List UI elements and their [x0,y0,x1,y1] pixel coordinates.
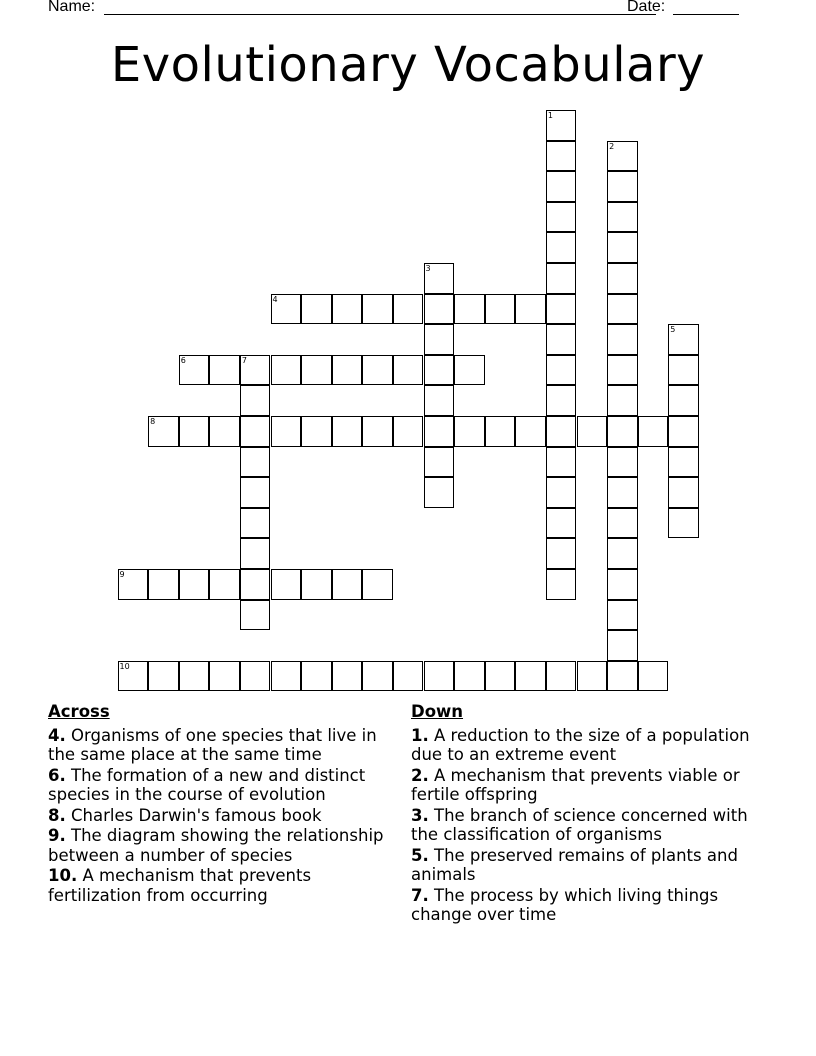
clue-text: The preserved remains of plants and animals [411,845,738,884]
crossword-cell[interactable] [362,416,393,447]
crossword-cell[interactable] [454,416,485,447]
crossword-cell[interactable] [607,630,638,661]
crossword-cell[interactable] [393,294,424,325]
clue-number: 8. [48,805,66,825]
clue-number: 6. [48,765,66,785]
crossword-cell[interactable] [240,355,271,386]
crossword-cell[interactable] [301,416,332,447]
crossword-cell[interactable] [179,661,210,692]
crossword-cell[interactable] [546,477,577,508]
crossword-cell[interactable] [393,355,424,386]
crossword-cell[interactable] [638,416,669,447]
crossword-cell[interactable] [362,294,393,325]
crossword-cell[interactable] [607,385,638,416]
crossword-cell[interactable] [668,324,699,355]
crossword-cell[interactable] [668,416,699,447]
crossword-cell[interactable] [271,569,302,600]
cell-number: 9 [119,570,125,579]
crossword-cell[interactable] [546,355,577,386]
crossword-cell[interactable] [454,661,485,692]
crossword-cell[interactable] [546,569,577,600]
crossword-cell[interactable] [668,355,699,386]
clue-across-6 [48,766,393,805]
down-heading: Down [411,702,464,721]
crossword-cell[interactable] [607,141,638,172]
clue-text: The diagram showing the relationship between a number of species [48,826,384,865]
clue-text: Organisms of one species that live in the same place at the same time [48,725,377,764]
crossword-cell[interactable] [424,447,455,478]
crossword-cell[interactable] [607,202,638,233]
clue-number: 3. [411,805,429,825]
crossword-cell[interactable] [607,232,638,263]
crossword-cell[interactable] [362,661,393,692]
crossword-cell[interactable] [424,477,455,508]
crossword-cell[interactable] [271,355,302,386]
clue-down-2 [411,766,756,805]
clue-number: 9. [48,826,66,845]
crossword-cell[interactable] [668,385,699,416]
crossword-cell[interactable] [546,294,577,325]
crossword-cell[interactable] [424,661,455,692]
crossword-cell[interactable] [240,385,271,416]
crossword-cell[interactable] [546,110,577,141]
clue-text: The branch of science concerned with the classification of organisms [411,805,748,844]
crossword-cell[interactable] [424,385,455,416]
clue-text: The process by which living things change over time [411,885,719,924]
clue-number: 5. [411,845,429,865]
crossword-cell[interactable] [301,661,332,692]
crossword-cell[interactable] [424,416,455,447]
crossword-cell[interactable] [515,661,546,692]
crossword-cell[interactable] [638,661,669,692]
clue-number: 7. [411,885,429,905]
crossword-cell[interactable] [454,355,485,386]
clue-across-9 [48,826,393,865]
crossword-cell[interactable] [209,569,240,600]
across-clues [48,702,393,906]
crossword-cell[interactable] [485,661,516,692]
crossword-cell[interactable] [271,416,302,447]
crossword-cell[interactable] [515,294,546,325]
cell-number: 8 [150,417,156,426]
crossword-cell[interactable] [240,416,271,447]
cell-number: 7 [241,355,247,365]
crossword-cell[interactable] [668,477,699,508]
clue-down-3 [411,806,756,845]
crossword-cell[interactable] [607,661,638,692]
name-label: Name: [48,0,96,15]
crossword-cell[interactable] [332,569,363,600]
crossword-cell[interactable] [118,569,149,600]
crossword-cell[interactable] [424,324,455,355]
crossword-cell[interactable] [240,477,271,508]
cell-number: 5 [670,325,676,335]
crossword-cell[interactable] [179,355,210,386]
crossword-cell[interactable] [577,416,608,447]
clue-across-10 [48,866,393,905]
crossword-cell[interactable] [393,416,424,447]
crossword-cell[interactable] [607,324,638,355]
crossword-cell[interactable] [546,385,577,416]
crossword-cell[interactable] [271,294,302,325]
crossword-cell[interactable] [393,661,424,692]
clue-text: A mechanism that prevents fertilization from occurring [48,866,312,905]
crossword-cell[interactable] [301,294,332,325]
crossword-cell[interactable] [607,538,638,569]
crossword-cell[interactable] [240,600,271,631]
crossword-cell[interactable] [209,661,240,692]
crossword-cell[interactable] [240,508,271,539]
crossword-cell[interactable] [607,508,638,539]
crossword-cell[interactable] [577,661,608,692]
crossword-cell[interactable] [301,569,332,600]
clue-text: The formation of a new and distinct species in the course of evolution [48,765,366,804]
crossword-cell[interactable] [607,569,638,600]
crossword-cell[interactable] [424,294,455,325]
clue-down-5 [411,846,756,885]
crossword-cell[interactable] [332,355,363,386]
cell-number: 1 [547,111,553,120]
crossword-cell[interactable] [148,569,179,600]
cell-number: 6 [180,355,186,365]
crossword-cell[interactable] [546,416,577,447]
crossword-cell[interactable] [668,447,699,478]
crossword-cell[interactable] [668,508,699,539]
crossword-cell[interactable] [546,447,577,478]
clue-number: 2. [411,765,429,785]
clue-number: 1. [411,725,429,745]
crossword-cell[interactable] [546,202,577,233]
crossword-cell[interactable] [607,600,638,631]
crossword-cell[interactable] [607,171,638,202]
crossword-cell[interactable] [240,661,271,692]
crossword-cell[interactable] [546,661,577,692]
crossword-cell[interactable] [546,538,577,569]
crossword-cell[interactable] [607,447,638,478]
page-title: Evolutionary Vocabulary [110,37,706,93]
crossword-cell[interactable] [485,416,516,447]
crossword-cell[interactable] [362,355,393,386]
clue-across-8 [48,806,393,826]
crossword-cell[interactable] [607,416,638,447]
crossword-cell[interactable] [271,661,302,692]
crossword-cell[interactable] [607,477,638,508]
crossword-cell[interactable] [240,538,271,569]
crossword-cell[interactable] [332,661,363,692]
across-heading: Across [48,702,110,721]
crossword-cell[interactable] [362,569,393,600]
clue-text: Charles Darwin's famous book [71,805,322,825]
crossword-cell[interactable] [546,141,577,172]
crossword-cell[interactable] [424,355,455,386]
crossword-cell[interactable] [148,416,179,447]
clue-down-1 [411,726,756,765]
cell-number: 10 [119,661,130,671]
clue-number: 4. [48,725,66,745]
down-clues [411,702,756,926]
crossword-cell[interactable] [607,355,638,386]
crossword-cell[interactable] [240,569,271,600]
clue-text: A reduction to the size of a population due to an extreme event [411,725,750,764]
cell-number: 2 [609,141,615,151]
crossword-cell[interactable] [485,294,516,325]
crossword-cell[interactable] [515,416,546,447]
clue-text: A mechanism that prevents viable or fertile offspring [411,765,740,804]
crossword-cell[interactable] [546,171,577,202]
clue-number: 10. [48,866,78,885]
crossword-cell[interactable] [546,263,577,294]
crossword-cell[interactable] [332,294,363,325]
crossword-cell[interactable] [546,508,577,539]
crossword-cell[interactable] [424,263,455,294]
crossword-cell[interactable] [607,263,638,294]
crossword-cell[interactable] [332,416,363,447]
crossword-cell[interactable] [118,661,149,692]
cell-number: 4 [272,294,278,304]
crossword-cell[interactable] [546,232,577,263]
clue-across-4 [48,726,393,765]
crossword-cell[interactable] [179,569,210,600]
crossword-cell[interactable] [607,294,638,325]
clue-down-7 [411,886,756,925]
crossword-cell[interactable] [301,355,332,386]
crossword-cell[interactable] [179,416,210,447]
crossword-cell[interactable] [209,416,240,447]
crossword-cell[interactable] [546,324,577,355]
crossword-cell[interactable] [209,355,240,386]
crossword-cell[interactable] [454,294,485,325]
date-label: Date: [627,0,666,15]
cell-number: 3 [425,264,431,273]
crossword-cell[interactable] [148,661,179,692]
crossword-cell[interactable] [240,447,271,478]
